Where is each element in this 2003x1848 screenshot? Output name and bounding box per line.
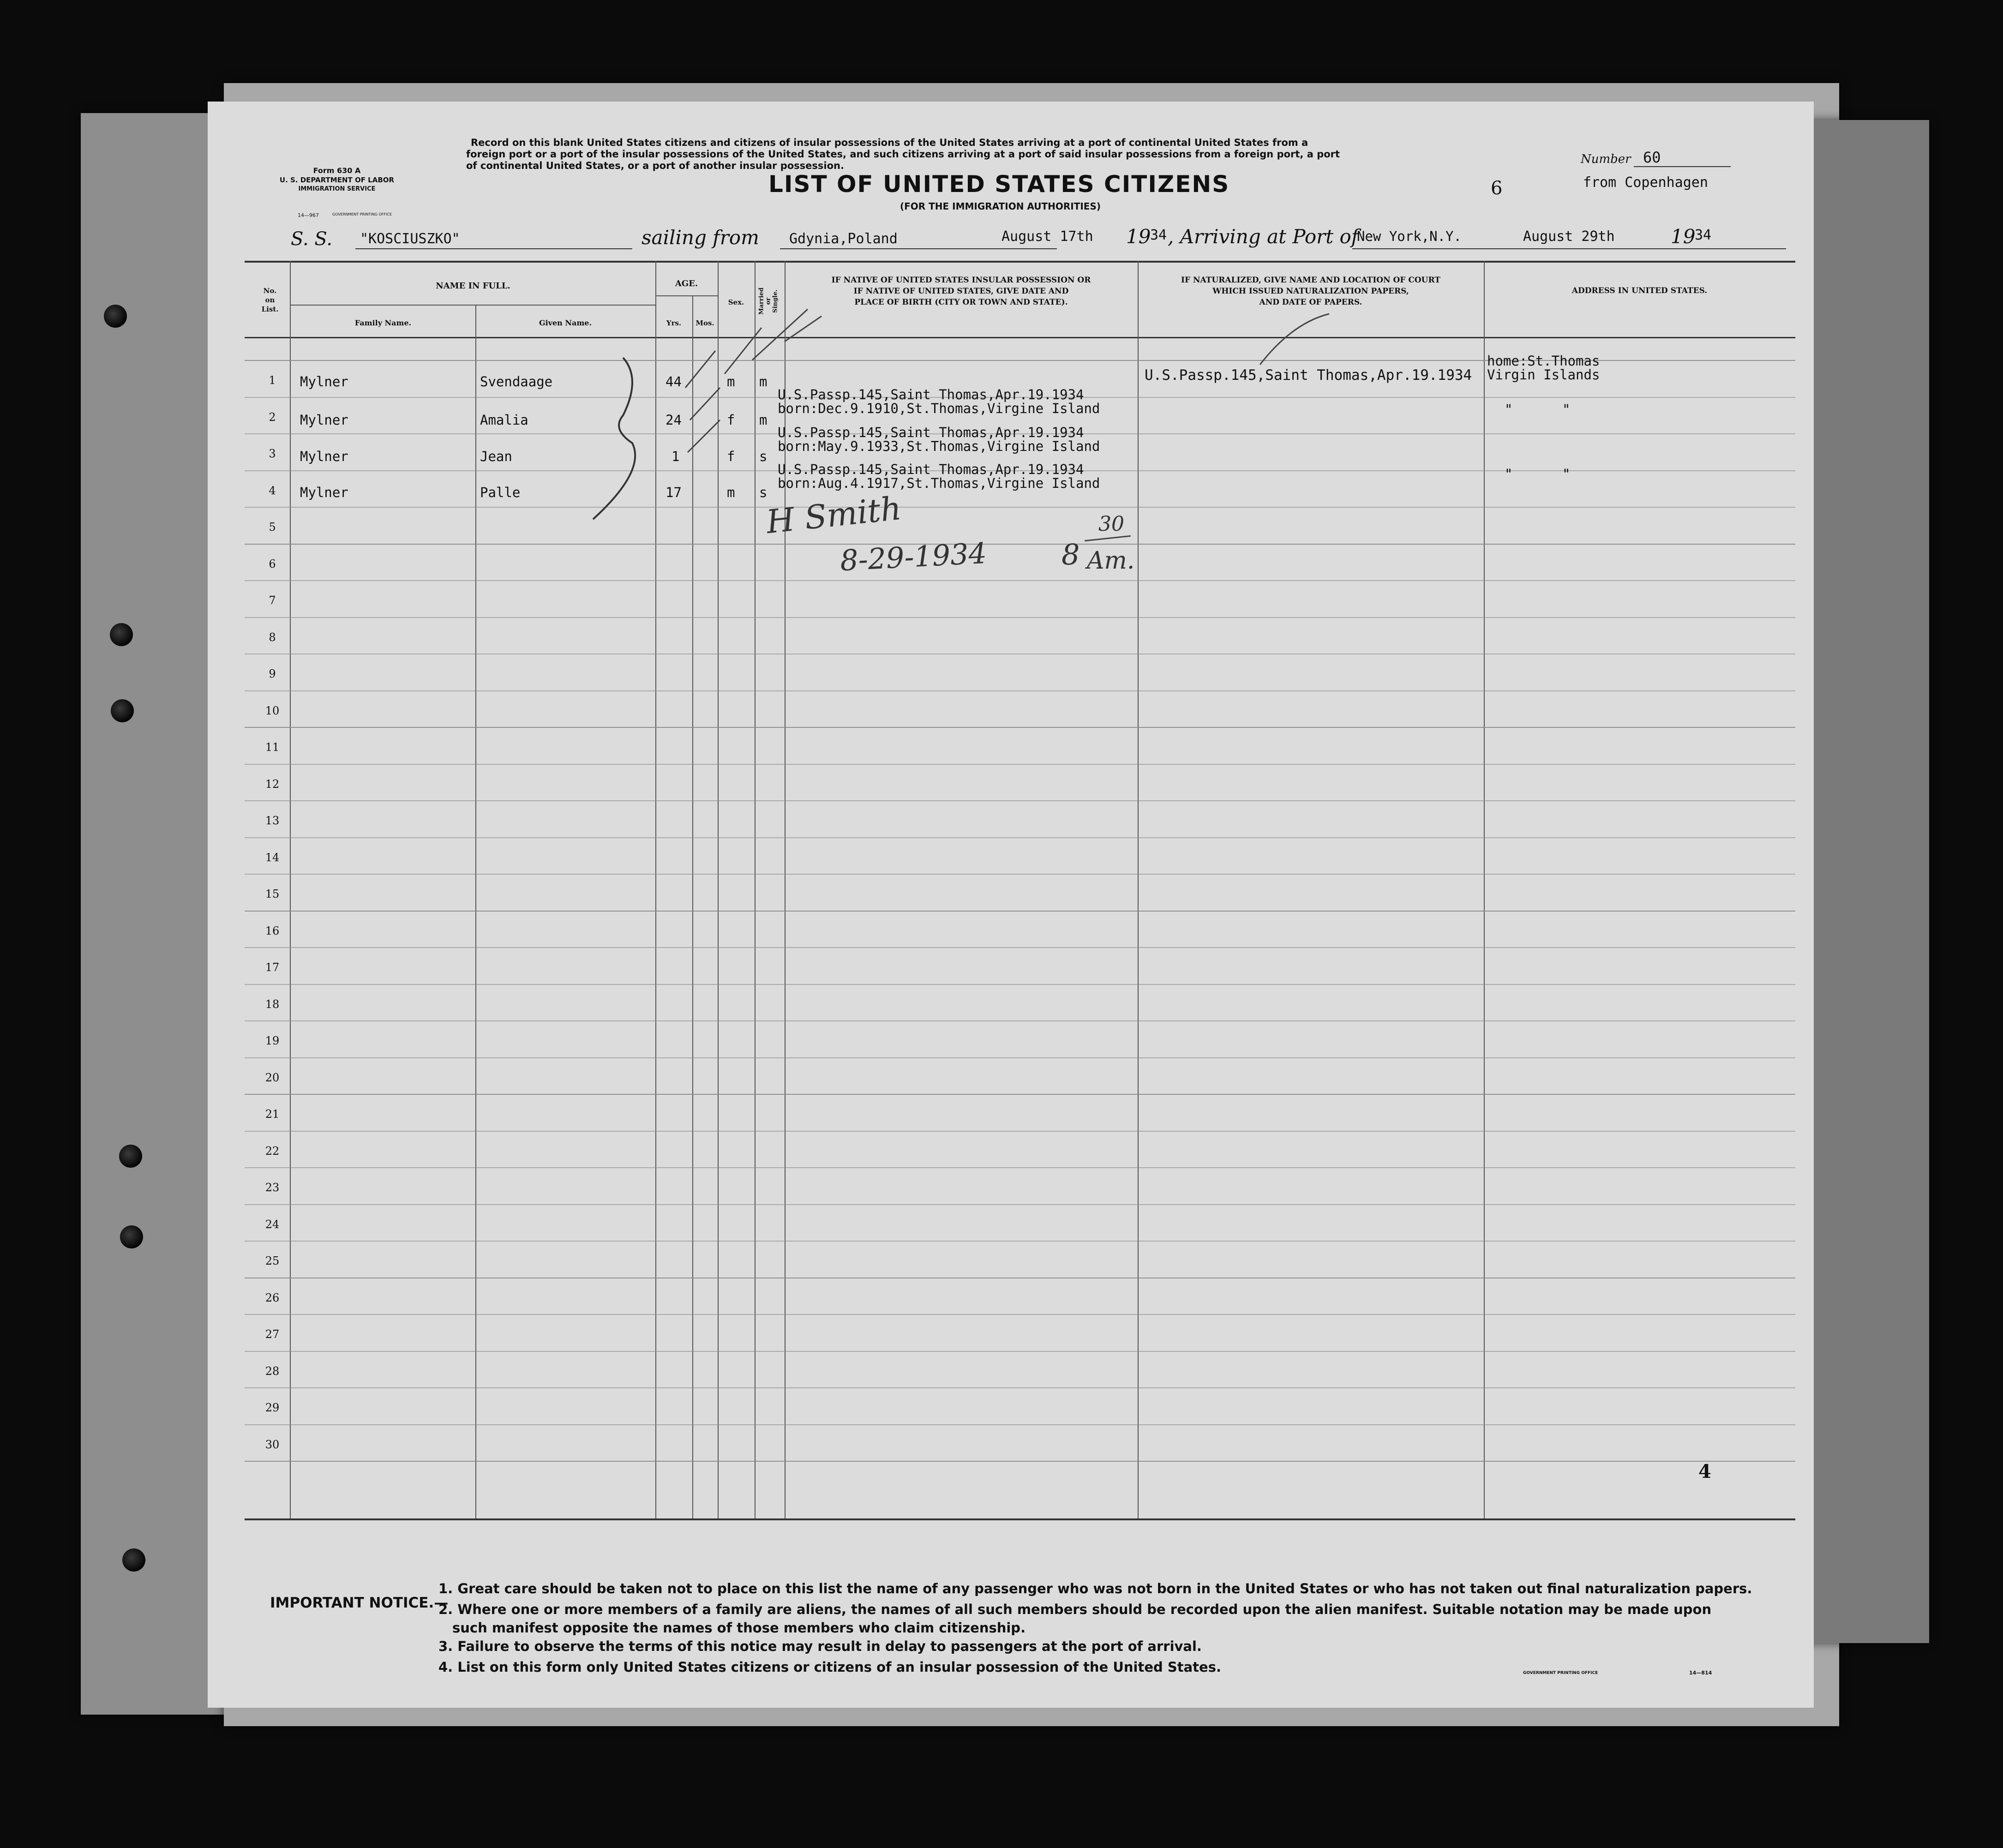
row-rule [245, 1461, 1795, 1462]
sailing-date: August 17th [1002, 228, 1093, 245]
row-number: 17 [265, 961, 280, 974]
footer-print-code: 14—814 [1689, 1670, 1712, 1676]
row-number: 5 [269, 521, 276, 534]
arrival-port: New York,N.Y. [1357, 228, 1462, 244]
row-rule [245, 1057, 1795, 1058]
arrival-date: August 29th [1523, 228, 1615, 245]
row-number: 6 [269, 558, 276, 570]
row-rule [245, 984, 1795, 985]
row-rule [245, 911, 1795, 912]
row-rule [245, 837, 1795, 838]
row-rule [245, 1241, 1795, 1242]
row-rule [245, 1204, 1795, 1205]
row-rule [245, 1094, 1795, 1095]
vessel-name: "KOSCIUSZKO" [360, 231, 460, 247]
native-entry: born:Aug.4.1917,St.Thomas,Virgine Island [778, 475, 1100, 491]
ditto-mark: " [1505, 402, 1513, 417]
header-married-line: Single. [772, 289, 779, 313]
footer-print-office: GOVERNMENT PRINTING OFFICE [1523, 1671, 1598, 1675]
sailing-from: Gdynia,Poland [789, 231, 898, 247]
marital-status-cell: m [759, 412, 768, 428]
row-number: 2 [269, 411, 276, 424]
binder-hole [104, 305, 127, 328]
service-name: IMMIGRATION SERVICE [298, 186, 376, 192]
background-sheet-right [1800, 120, 1929, 1643]
page-title: LIST OF UNITED STATES CITIZENS [768, 171, 1230, 198]
binder-hole [111, 699, 134, 722]
tick-mark [690, 388, 720, 420]
form-number: Form 630 A [313, 166, 361, 175]
row-rule [245, 1424, 1795, 1425]
header-mos: Mos. [696, 319, 714, 327]
header-sex: Sex. [728, 298, 744, 306]
row-rule [245, 874, 1795, 875]
row-number: 20 [265, 1071, 280, 1084]
manifest-form [208, 102, 1814, 1708]
row-number: 27 [265, 1328, 280, 1341]
age-years-cell: 24 [666, 412, 682, 428]
sex-cell: m [727, 485, 735, 500]
inspector-signature: H Smith [764, 489, 903, 541]
naturalized-entry: U.S.Passp.145,Saint Thomas,Apr.19.1934 [1145, 367, 1472, 384]
department-name: U. S. DEPARTMENT OF LABOR [279, 176, 395, 184]
native-entry: U.S.Passp.145,Saint Thomas,Apr.19.1934 [778, 462, 1084, 477]
notice-item: 1. Great care should be taken not to place on this list the name of any passenger who was not born in the United States or who has not taken out final naturalization papers. [438, 1581, 1752, 1596]
tick-mark [685, 351, 715, 388]
row-number: 30 [265, 1438, 280, 1451]
row-number: 14 [265, 851, 280, 864]
address-line: Virgin Islands [1487, 367, 1600, 383]
header-no-line: List. [261, 305, 279, 313]
ditto-mark: " [1562, 402, 1571, 417]
notice-item: 3. Failure to observe the terms of this notice may result in delay to passengers at the port of arrival. [438, 1638, 1202, 1654]
inspection-minute: 30 [1098, 512, 1124, 536]
header-married-line: or [765, 297, 772, 305]
header-naturalized-line: IF NATURALIZED, GIVE NAME AND LOCATION OF COURT [1181, 276, 1440, 285]
binder-hole [122, 1548, 145, 1572]
tick-mark [725, 328, 762, 374]
row-rule [245, 1314, 1795, 1315]
header-age: AGE. [675, 279, 698, 288]
handwriting-marks [208, 102, 1814, 609]
age-years-cell: 44 [666, 374, 682, 390]
inspection-hour: 8 [1061, 538, 1080, 571]
family-name-cell: Mylner [300, 449, 348, 464]
arrival-year-suffix: 34 [1695, 227, 1712, 243]
tick-mark [1260, 314, 1329, 365]
given-name-cell: Amalia [480, 412, 528, 428]
row-rule [245, 1387, 1795, 1388]
family-name-cell: Mylner [300, 412, 348, 428]
header-native-line: IF NATIVE OF UNITED STATES INSULAR POSSESSION OR [831, 276, 1091, 285]
row-number: 16 [265, 924, 280, 937]
row-rule [245, 1167, 1795, 1168]
row-number: 25 [265, 1254, 280, 1267]
native-entry: U.S.Passp.145,Saint Thomas,Apr.19.1934 [778, 425, 1084, 440]
row-rule [245, 1131, 1795, 1132]
sailing-year-suffix: 34 [1150, 227, 1167, 243]
notice-label: IMPORTANT NOTICE.— [270, 1595, 449, 1611]
tick-mark [688, 420, 720, 452]
row-number: 4 [269, 484, 276, 497]
inspection-date: 8-29-1934 [839, 536, 988, 578]
tick-mark [752, 309, 808, 360]
marital-status-cell: m [759, 374, 768, 390]
from-port: from Copenhagen [1583, 174, 1708, 191]
print-code: 14—967 [298, 212, 319, 218]
row-number: 22 [265, 1145, 280, 1158]
header-no-line: on [265, 296, 275, 304]
native-entry: born:May.9.1933,St.Thomas,Virgine Island [778, 438, 1100, 454]
header-naturalized-line: AND DATE OF PAPERS. [1259, 298, 1362, 307]
table-bottom-rule [245, 1518, 1795, 1520]
notice-item: 2. Where one or more members of a family are aliens, the names of all such members should be recorded upon the alien manifest. Suitable notation may be made upon [438, 1602, 1712, 1617]
given-name-cell: Palle [480, 485, 521, 500]
number-value: 60 [1643, 149, 1661, 166]
header-family-name: Family Name. [354, 318, 412, 327]
row-number: 8 [269, 631, 276, 644]
header-naturalized-line: WHICH ISSUED NATURALIZATION PAPERS, [1212, 287, 1409, 296]
header-given-name: Given Name. [539, 318, 592, 327]
row-number: 26 [265, 1291, 280, 1304]
marital-status-cell: s [759, 485, 768, 500]
row-number: 7 [269, 594, 276, 607]
row-number: 29 [265, 1401, 280, 1414]
header-native-line: IF NATIVE OF UNITED STATES, GIVE DATE AND [853, 287, 1069, 296]
row-number: 9 [269, 667, 276, 680]
row-rule [245, 727, 1795, 728]
header-name-in-full: NAME IN FULL. [436, 281, 510, 291]
print-office: GOVERNMENT PRINTING OFFICE [332, 212, 392, 216]
row-number: 1 [269, 374, 276, 387]
preamble-line: Record on this blank United States citizens and citizens of insular possessions of the United States arriving at a port of continental United States from a [471, 137, 1308, 148]
sailing-year-prefix: 19 [1126, 225, 1151, 248]
header-married-line: Married [758, 288, 765, 315]
row-rule [245, 617, 1795, 618]
row-number: 21 [265, 1108, 280, 1121]
row-rule [245, 800, 1795, 801]
row-number: 13 [265, 814, 280, 827]
arrival-year-prefix: 19 [1671, 225, 1696, 248]
row-number: 18 [265, 998, 280, 1011]
given-name-cell: Svendaage [480, 374, 553, 390]
header-address: ADDRESS IN UNITED STATES. [1571, 286, 1708, 295]
number-label: Number [1581, 152, 1631, 166]
native-entry: born:Dec.9.1910,St.Thomas,Virgine Island [778, 401, 1100, 416]
row-number: 23 [265, 1181, 280, 1194]
row-number: 15 [265, 888, 280, 900]
binder-hole [110, 623, 133, 646]
header-native-line: PLACE OF BIRTH (CITY OR TOWN AND STATE). [854, 298, 1068, 307]
row-number: 28 [265, 1365, 280, 1378]
family-bracket [593, 358, 635, 519]
page-subtitle: (FOR THE IMMIGRATION AUTHORITIES) [900, 201, 1101, 212]
row-rule [245, 764, 1795, 765]
address-line: home:St.Thomas [1487, 353, 1600, 369]
row-number: 10 [265, 704, 280, 717]
notice-item: such manifest opposite the names of those members who claim citizenship. [452, 1620, 1026, 1636]
given-name-cell: Jean [480, 449, 512, 464]
marital-status-cell: s [759, 449, 768, 464]
binder-hole [120, 1225, 143, 1248]
header-no-line: No. [263, 287, 277, 295]
row-number: 11 [265, 741, 280, 754]
row-number: 24 [265, 1218, 280, 1231]
row-rule [245, 1020, 1795, 1021]
row-rule [245, 1351, 1795, 1352]
age-years-cell: 1 [672, 449, 680, 464]
arriving-label: , Arriving at Port of [1168, 225, 1359, 248]
sailing-label: sailing from [642, 226, 759, 249]
sex-cell: m [727, 374, 735, 390]
row-rule [245, 690, 1795, 691]
ditto-mark: " [1562, 466, 1571, 482]
sex-cell: f [727, 412, 735, 428]
row-rule [245, 947, 1795, 948]
sheet-mark: 6 [1491, 178, 1503, 199]
age-years-cell: 17 [666, 485, 682, 500]
page-number: 4 [1698, 1461, 1711, 1482]
sex-cell: f [727, 449, 735, 464]
native-entry: U.S.Passp.145,Saint Thomas,Apr.19.1934 [778, 387, 1084, 402]
notice-item: 4. List on this form only United States citizens or citizens of an insular possession of the United States. [438, 1659, 1221, 1675]
header-yrs: Yrs. [666, 319, 682, 327]
row-number: 19 [265, 1034, 280, 1047]
row-number: 3 [269, 447, 276, 460]
ditto-mark: " [1505, 466, 1513, 482]
binder-hole [119, 1145, 142, 1168]
family-name-cell: Mylner [300, 374, 348, 390]
preamble-line: of continental United States, or a port of another insular possession. [466, 160, 844, 171]
family-name-cell: Mylner [300, 485, 348, 500]
tick-mark [785, 316, 822, 342]
preamble-line: foreign port or a port of the insular possessions of the United States, and such citizens arriving at a port of said insular possessions from a foreign port, a port [466, 149, 1340, 160]
inspection-ampm: Am. [1087, 547, 1135, 575]
ss-label: S. S. [291, 228, 333, 250]
row-number: 12 [265, 778, 280, 791]
